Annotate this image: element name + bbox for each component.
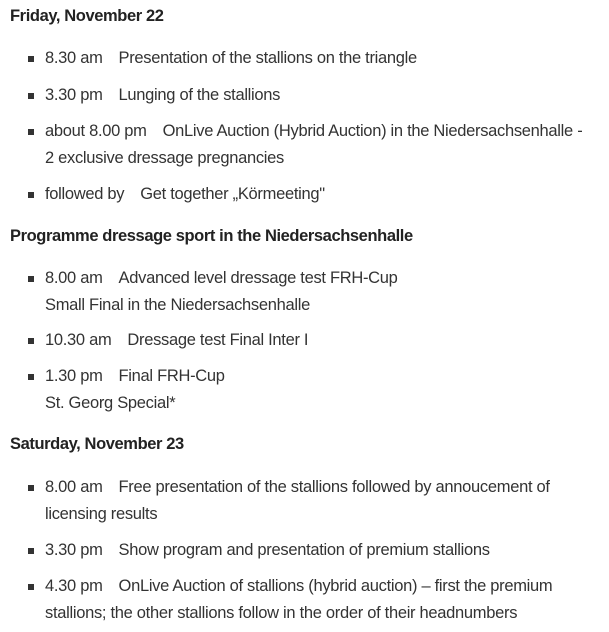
item-time: 8.00 am bbox=[45, 478, 103, 496]
item-time: 3.30 pm bbox=[45, 86, 103, 104]
item-text-continued: stallions; the other stallions follow in the order of their headnumbers bbox=[45, 604, 518, 622]
item-text-continued: 2 exclusive dressage pregnancies bbox=[45, 149, 284, 167]
item-text-continued: St. Georg Special* bbox=[45, 394, 176, 412]
bullet-icon bbox=[28, 56, 34, 62]
item-line bbox=[45, 121, 582, 141]
item-time: 8.30 am bbox=[45, 49, 103, 67]
item-time: about 8.00 pm bbox=[45, 122, 147, 140]
section-title-saturday: Saturday, November 23 bbox=[10, 435, 184, 453]
bullet-icon bbox=[28, 374, 34, 380]
item-text: Free presentation of the stallions followed by annoucement of bbox=[118, 478, 550, 496]
item-line bbox=[45, 330, 308, 350]
item-line bbox=[45, 85, 280, 105]
item-time: 1.30 pm bbox=[45, 367, 103, 385]
bullet-icon bbox=[28, 584, 34, 590]
item-time: 4.30 pm bbox=[45, 577, 103, 595]
item-text: Lunging of the stallions bbox=[118, 86, 281, 104]
item-text: OnLive Auction of stallions (hybrid auction) – first the premium bbox=[118, 577, 553, 595]
item-line bbox=[45, 268, 398, 288]
bullet-icon bbox=[28, 338, 34, 344]
item-text: Dressage test Final Inter I bbox=[127, 331, 309, 349]
bullet-icon bbox=[28, 485, 34, 491]
item-text: Final FRH-Cup bbox=[118, 367, 225, 385]
bullet-icon bbox=[28, 129, 34, 135]
item-line bbox=[45, 366, 225, 386]
item-line bbox=[45, 48, 417, 68]
item-text: Advanced level dressage test FRH-Cup bbox=[118, 269, 398, 287]
item-text: OnLive Auction (Hybrid Auction) in the Niedersachsenhalle - bbox=[162, 122, 583, 140]
bullet-icon bbox=[28, 548, 34, 554]
bullet-icon bbox=[28, 192, 34, 198]
bullet-icon bbox=[28, 276, 34, 282]
item-time: 3.30 pm bbox=[45, 541, 103, 559]
item-line bbox=[45, 540, 490, 560]
item-text: Presentation of the stallions on the triangle bbox=[118, 49, 417, 67]
section-title-dressage-programme: Programme dressage sport in the Niedersachsenhalle bbox=[10, 227, 413, 245]
bullet-icon bbox=[28, 93, 34, 99]
item-line bbox=[45, 184, 325, 204]
item-text: Show program and presentation of premium stallions bbox=[118, 541, 490, 559]
item-time: 8.00 am bbox=[45, 269, 103, 287]
item-text-continued: licensing results bbox=[45, 505, 158, 523]
item-time: 10.30 am bbox=[45, 331, 112, 349]
item-line bbox=[45, 477, 550, 497]
item-text: Get together „Körmeeting" bbox=[140, 185, 325, 203]
item-text-continued: Small Final in the Niedersachsenhalle bbox=[45, 296, 310, 314]
section-title-friday: Friday, November 22 bbox=[10, 7, 164, 25]
item-line bbox=[45, 576, 552, 596]
item-time: followed by bbox=[45, 185, 125, 203]
